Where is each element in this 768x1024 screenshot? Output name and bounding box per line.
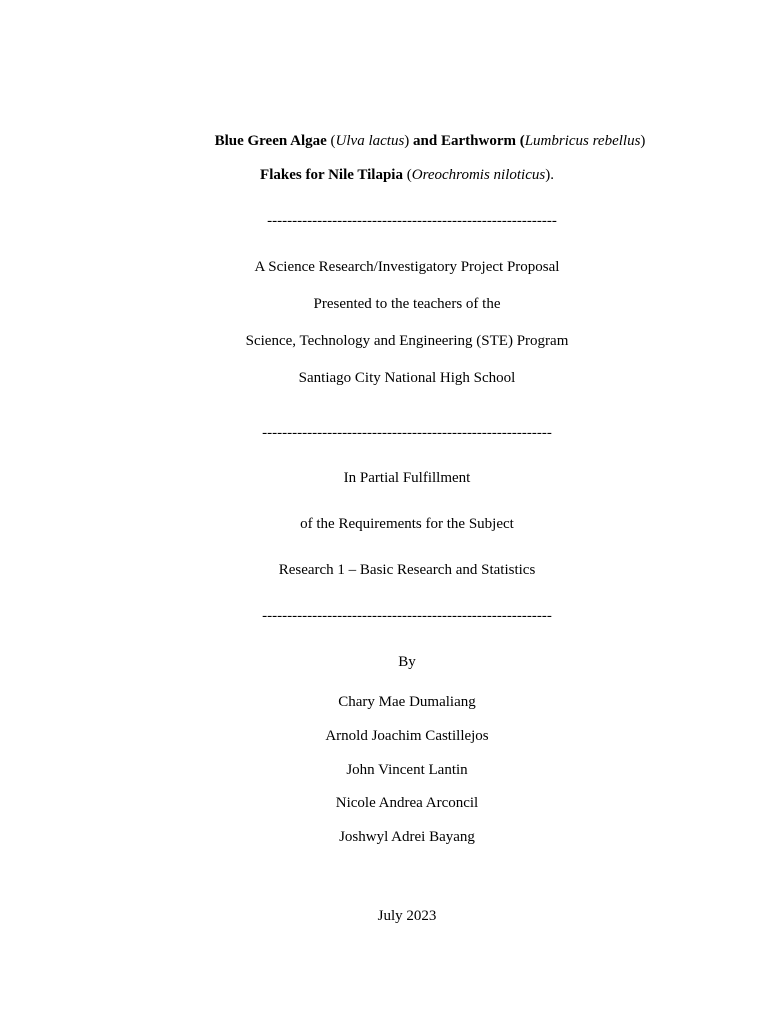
title-line-2 <box>23 165 768 185</box>
subject-name: Research 1 – Basic Research and Statistics <box>278 562 536 578</box>
author-name: Joshwyl Adrei Bayang <box>339 829 475 845</box>
separator-1: ---------------------------------------------------------- <box>267 213 557 229</box>
date: July 2023 <box>377 908 437 924</box>
author-name: Nicole Andrea Arconcil <box>335 795 479 811</box>
separator-2: ---------------------------------------------------------- <box>262 425 552 441</box>
author-name: John Vincent Lantin <box>346 762 468 778</box>
fulfillment-line-2: of the Requirements for the Subject <box>300 516 514 532</box>
title-common-name-2: and Earthworm ( <box>413 133 525 149</box>
title-scientific-name-3: Oreochromis niloticus <box>411 167 546 183</box>
school-name: Santiago City National High School <box>298 370 516 386</box>
fulfillment-line-1: In Partial Fulfillment <box>343 470 471 486</box>
title-paren-open-1: ( <box>326 133 336 149</box>
title-line-1 <box>46 131 768 151</box>
title-paren-close-3: ). <box>545 167 554 183</box>
title-paren-close-2: ) <box>640 133 646 149</box>
proposal-line-1: A Science Research/Investigatory Project Proposal <box>254 259 560 275</box>
author-name: Chary Mae Dumaliang <box>338 694 476 710</box>
separator-3: ---------------------------------------------------------- <box>262 608 552 624</box>
title-common-name-1: Blue Green Algae <box>214 133 327 149</box>
by-label: By <box>398 654 416 670</box>
title-scientific-name-2: Lumbricus rebellus <box>524 133 641 149</box>
proposal-line-2: Presented to the teachers of the <box>313 296 501 312</box>
title-scientific-name-1: Ulva lactus <box>335 133 405 149</box>
title-paren-close-1: ) <box>404 133 414 149</box>
author-name: Arnold Joachim Castillejos <box>325 728 489 744</box>
proposal-line-3: Science, Technology and Engineering (STE) Program <box>245 333 569 349</box>
title-common-name-3: Flakes for Nile Tilapia <box>260 167 403 183</box>
title-paren-open-3: ( <box>402 167 412 183</box>
